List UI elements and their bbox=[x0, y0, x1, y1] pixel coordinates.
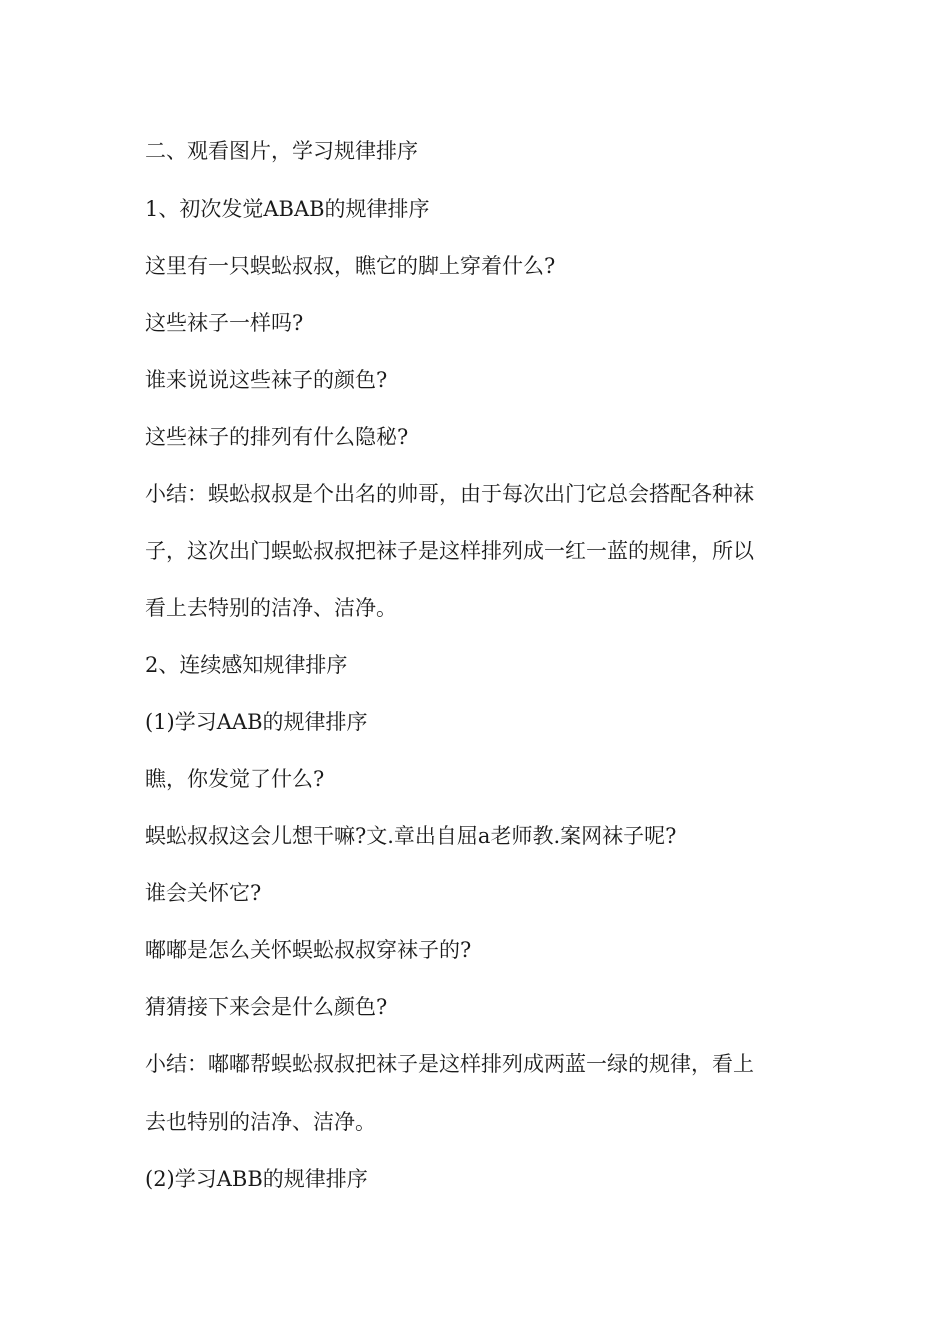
paragraph-line: 蜈蚣叔叔这会儿想干嘛?文.章出自屈a老师教.案网袜子呢? bbox=[145, 824, 677, 848]
subsection-heading: 1、初次发觉ABAB的规律排序 bbox=[145, 197, 430, 221]
summary-line: 看上去特别的洁净、洁净。 bbox=[145, 596, 397, 620]
summary-line: 小结：嘟嘟帮蜈蚣叔叔把袜子是这样排列成两蓝一绿的规律，看上 bbox=[145, 1052, 754, 1076]
paragraph-line: 这些袜子一样吗? bbox=[145, 311, 304, 335]
subsection-heading: (1)学习AAB的规律排序 bbox=[145, 710, 368, 734]
subsection-heading: (2)学习ABB的规律排序 bbox=[145, 1167, 368, 1191]
summary-line: 子，这次出门蜈蚣叔叔把袜子是这样排列成一红一蓝的规律，所以 bbox=[145, 539, 754, 563]
paragraph-line: 这些袜子的排列有什么隐秘? bbox=[145, 425, 409, 449]
section-heading: 二、观看图片，学习规律排序 bbox=[145, 139, 418, 163]
paragraph-line: 猜猜接下来会是什么颜色? bbox=[145, 995, 388, 1019]
paragraph-line: 瞧，你发觉了什么? bbox=[145, 767, 325, 791]
paragraph-line: 嘟嘟是怎么关怀蜈蚣叔叔穿袜子的? bbox=[145, 938, 472, 962]
subsection-heading: 2、连续感知规律排序 bbox=[145, 653, 348, 677]
paragraph-line: 谁会关怀它? bbox=[145, 881, 262, 905]
summary-line: 小结：蜈蚣叔叔是个出名的帅哥，由于每次出门它总会搭配各种袜 bbox=[145, 482, 754, 506]
paragraph-line: 谁来说说这些袜子的颜色? bbox=[145, 368, 388, 392]
summary-line: 去也特别的洁净、洁净。 bbox=[145, 1110, 376, 1134]
paragraph-line: 这里有一只蜈蚣叔叔，瞧它的脚上穿着什么? bbox=[145, 254, 556, 278]
